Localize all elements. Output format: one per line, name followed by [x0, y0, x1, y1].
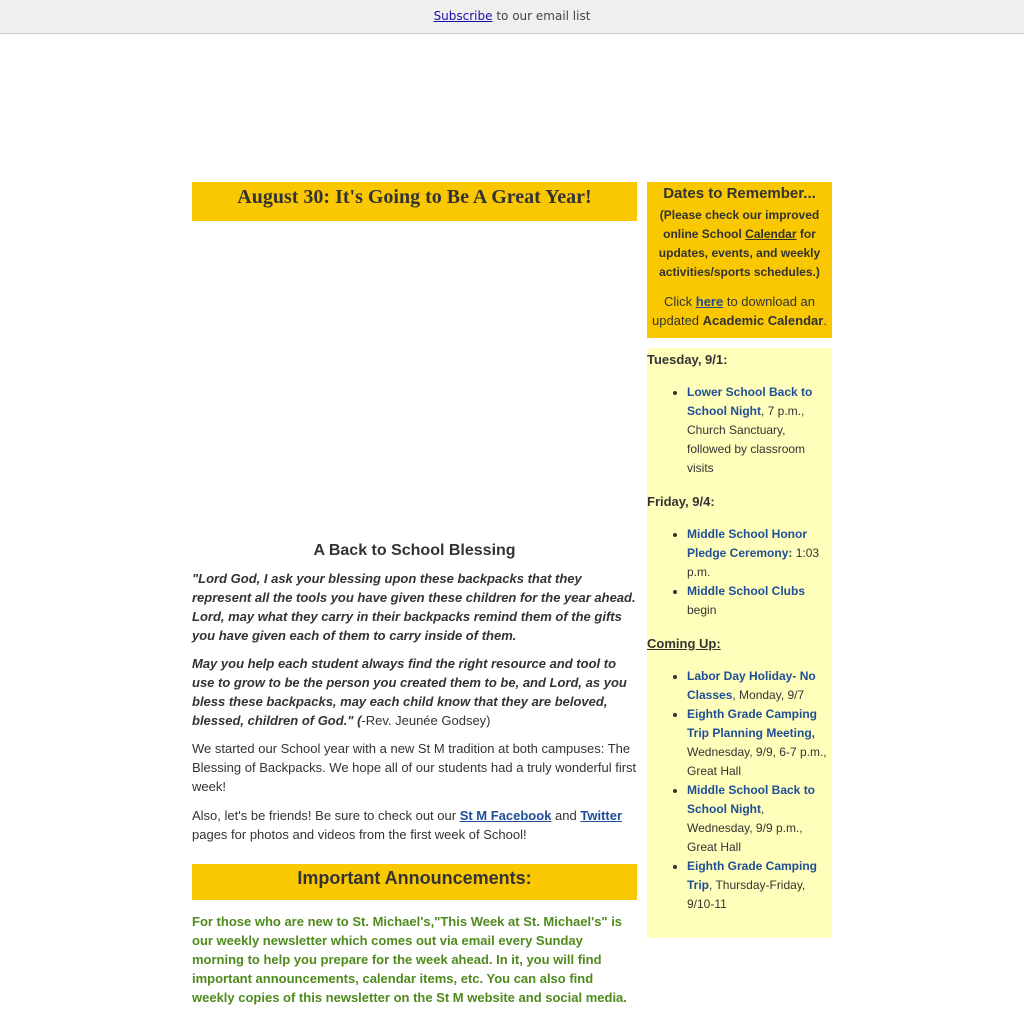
blessing-quote-2-text: May you help each student always find the right resource and tool to use to grow to be the person you created them to be, and Lord, as you bless these backpacks, may each child know that they are beloved, blessed, children of God." (	[192, 656, 627, 728]
twitter-link[interactable]: Twitter	[580, 808, 623, 823]
event-detail: , Monday, 9/7	[732, 688, 805, 702]
event-detail: 1:03 p.m.	[687, 546, 820, 579]
event-detail: , Wednesday, 9/9 p.m., Great Hall	[687, 802, 803, 854]
dates-title: Dates to Remember...	[663, 185, 816, 202]
dates-box	[647, 182, 832, 338]
intro-paragraph: We started our School year with a new St M tradition at both campuses: The Blessing of Backpacks. We hope all of our students had a truly wonderful first week!	[192, 741, 637, 794]
event-link[interactable]: Middle School Clubs	[687, 584, 806, 598]
event-link[interactable]: Labor Day Holiday- No Classes	[687, 669, 816, 702]
day2-list	[647, 525, 832, 620]
download-note-c: .	[823, 313, 827, 328]
blessing-attribution: -Rev. Jeunée Godsey)	[361, 713, 491, 728]
calendar-note-a: (Please check our improved online School	[659, 208, 820, 241]
page-title: August 30: It's Going to Be A Great Year!	[237, 186, 592, 208]
blessing-quote-1: "Lord God, I ask your blessing upon these backpacks that they represent all the tools you have given these children for the year ahead. Lord, may what they carry in their backpacks remind them of the gifts you have given each of them to carry inside of them.	[192, 571, 636, 643]
announcements-title: Important Announcements:	[297, 868, 532, 888]
main-column	[192, 182, 637, 1007]
calendar-note	[649, 206, 830, 282]
subscribe-bar	[0, 0, 1024, 34]
hero-image-placeholder	[192, 221, 637, 533]
event-detail: Wednesday, 9/9, 6-7 p.m., Great Hall	[687, 745, 827, 778]
list-item	[687, 705, 832, 781]
event-link[interactable]: Eighth Grade Camping Trip Planning Meeting,	[687, 707, 818, 740]
download-note-b: to download an updated	[652, 294, 816, 328]
event-detail: , Thursday-Friday, 9/10-11	[687, 878, 806, 911]
download-note-a: Click	[663, 294, 696, 309]
event-link[interactable]: Lower School Back to School Night	[687, 385, 813, 418]
sidebar	[647, 182, 832, 938]
social-text-a: Also, let's be friends! Be sure to check out our	[192, 808, 460, 823]
event-link[interactable]: Middle School Honor Pledge Ceremony:	[687, 527, 807, 560]
list-item	[687, 781, 832, 857]
social-text-b: and	[551, 808, 581, 823]
academic-calendar-label: Academic Calendar	[702, 313, 824, 328]
list-item	[687, 582, 832, 620]
event-detail: begin	[687, 603, 717, 617]
day-heading: Friday, 9/4:	[647, 494, 715, 509]
day1-list	[647, 383, 832, 478]
list-item	[687, 857, 832, 914]
announcements-text: For those who are new to St. Michael's,"This Week at St. Michael's" is our weekly newsletter which comes out via email every Sunday morning to help you prepare for the week ahead. In it, you will find important announcements, calendar items, etc. You can also find weekly copies of this newsletter on the St M website and social media.	[192, 914, 627, 1005]
social-text-c: pages for photos and videos from the first week of School!	[192, 827, 527, 842]
blessing-quote-2	[192, 654, 637, 730]
social-paragraph	[192, 806, 637, 844]
facebook-link[interactable]: St M Facebook	[459, 808, 552, 823]
announcements-banner	[192, 864, 637, 900]
title-banner	[192, 182, 637, 221]
list-item	[687, 383, 832, 478]
here-link[interactable]: here	[695, 294, 724, 309]
event-link[interactable]: Middle School Back to School Night	[687, 783, 816, 816]
day-heading: Tuesday, 9/1:	[647, 352, 728, 367]
events-list	[647, 348, 832, 938]
list-item	[687, 525, 832, 582]
coming-up-heading: Coming Up:	[647, 636, 721, 651]
calendar-link[interactable]: Calendar	[745, 227, 797, 241]
list-item	[687, 667, 832, 705]
subscribe-text: to our email list	[492, 9, 591, 23]
blessing-heading: A Back to School Blessing	[313, 542, 516, 559]
event-link[interactable]: Eighth Grade Camping Trip	[687, 859, 818, 892]
download-note	[649, 292, 830, 330]
event-detail: , 7 p.m., Church Sanctuary, followed by classroom visits	[687, 404, 806, 475]
subscribe-link[interactable]: Subscribe	[433, 9, 493, 23]
coming-list	[647, 667, 832, 914]
calendar-note-b: for updates, events, and weekly activities/sports schedules.)	[658, 227, 821, 279]
